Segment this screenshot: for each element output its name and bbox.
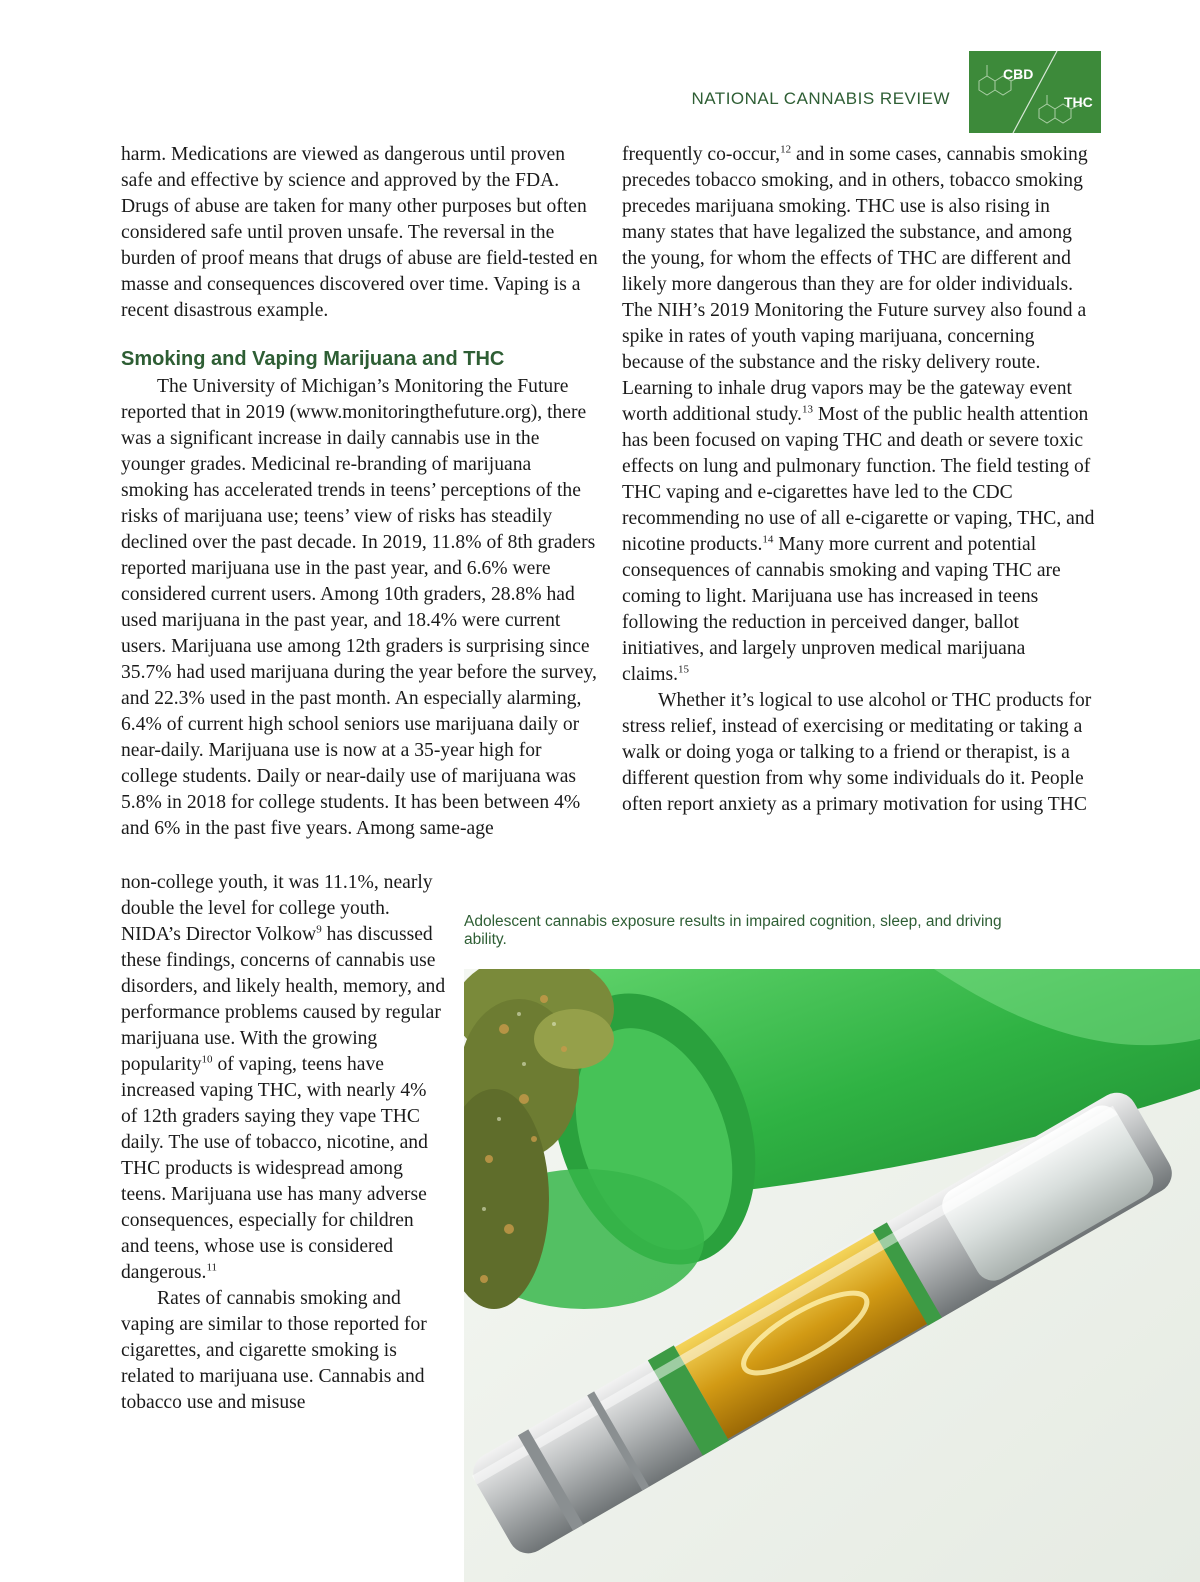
section-heading: Smoking and Vaping Marijuana and THC	[121, 348, 505, 370]
right-column	[622, 142, 1097, 818]
paragraph	[121, 870, 446, 1286]
footnote-ref: 10	[201, 1053, 213, 1066]
footnote-ref: 9	[316, 923, 322, 936]
footnote-ref: 15	[678, 663, 690, 676]
figure-caption: Adolescent cannabis exposure results in impaired cognition, sleep, and driving ability.	[464, 913, 1002, 948]
paragraph	[622, 142, 1097, 688]
logo-cbd-text: CBD	[1003, 66, 1034, 82]
publication-title: NATIONAL CANNABIS REVIEW	[691, 89, 950, 108]
footnote-ref: 12	[780, 143, 792, 156]
text-run: non-college youth, it was 11.1%, nearly double the level for college youth. NIDA’s Director Volkow	[121, 872, 433, 945]
paragraph: Whether it’s logical to use alcohol or THC products for stress relief, instead of exercising or meditating or taking a walk or doing yoga or talking to a friend or therapist, is a different question from why some individuals do it. People often report anxiety as a primary motivation for using THC	[622, 690, 1092, 815]
cbd-thc-logo	[969, 51, 1101, 133]
left-column-bottom	[121, 870, 446, 1416]
vape-cartridge-photo	[464, 969, 1200, 1582]
left-column-top	[121, 142, 601, 842]
text-run: Most of the public health attention has been focused on vaping THC and death or severe toxic effects on lung and pulmonary function. The field testing of THC vaping and e-cigarettes have led to the CDC recommending no use of all e-cigarette or vaping, THC, and nicotine products.	[622, 404, 1095, 555]
paragraph: harm. Medications are viewed as dangerous until proven safe and effective by science and approved by the FDA. Drugs of abuse are taken for many other purposes but often considered safe until proven unsafe. The reversal in the burden of proof means that drugs of abuse are field-tested en masse and consequences discovered over time. Vaping is a recent disastrous example.	[121, 144, 598, 321]
text-run: of vaping, teens have increased vaping THC, with nearly 4% of 12th graders saying they vape THC daily. The use of tobacco, nicotine, and THC products is widespread among teens. Marijuana use has many adverse consequences, especially for children and teens, whose use is considered dangerous.	[121, 1054, 428, 1283]
text-run: Many more current and potential consequences of cannabis smoking and vaping THC are coming to light. Marijuana use has increased in teens following the reduction in perceived danger, ballot initiatives, and largely unproven medical marijuana claims.	[622, 534, 1061, 685]
text-run: has discussed these findings, concerns of cannabis use disorders, and likely health, memory, and performance problems caused by regular marijuana use. With the growing popularity	[121, 924, 446, 1075]
text-run: and in some cases, cannabis smoking precedes tobacco smoking, and in others, tobacco smoking precedes marijuana smoking. THC use is also rising in many states that have legalized the substance, and among the young, for whom the effects of THC are different and likely more dangerous than they are for older individuals. The NIH’s 2019 Monitoring the Future survey also found a spike in rates of youth vaping marijuana, concerning because of the substance and the risky delivery route. Learning to inhale drug vapors may be the gateway event worth additional study.	[622, 144, 1088, 425]
text-run: frequently co-occur,	[622, 144, 781, 165]
footnote-ref: 11	[206, 1261, 218, 1274]
paragraph: The University of Michigan’s Monitoring the Future reported that in 2019 (www.monitoringthefuture.org), there was a significant increase in daily cannabis use in the younger grades. Medicinal re-branding of marijuana smoking has accelerated trends in teens’ perceptions of the risks of marijuana use; teens’ view of risks has steadily declined over the past decade. In 2019, 11.8% of 8th graders reported marijuana use in the past year, and 6.6% were considered current users. Among 10th graders, 28.8% had used marijuana in the past year, and 18.4% were current users. Marijuana use among 12th graders is surprising since 35.7% had used marijuana during the year before the survey, and 22.3% used in the past month. An especially alarming, 6.4% of current high school seniors use marijuana daily or near-daily. Marijuana use is now at a 35-year high for college students. Daily or near-daily use of marijuana was 5.8% in 2018 for college students. It has been between 4% and 6% in the past five years. Among same-age	[121, 376, 597, 839]
footnote-ref: 14	[762, 533, 774, 546]
footnote-ref: 13	[801, 403, 813, 416]
logo-thc-text: THC	[1064, 94, 1093, 110]
paragraph: Rates of cannabis smoking and vaping are similar to those reported for cigarettes, and cigarette smoking is related to marijuana use. Cannabis and tobacco use and misuse	[121, 1288, 427, 1413]
